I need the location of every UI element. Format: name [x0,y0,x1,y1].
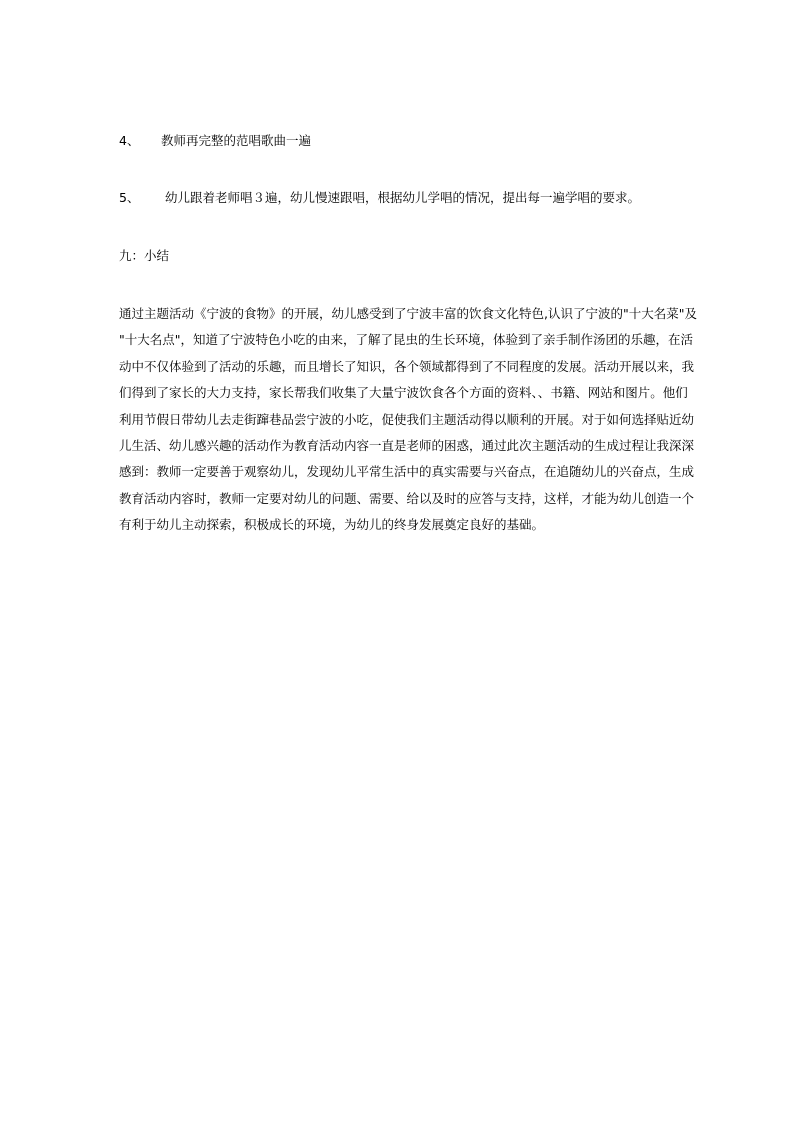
paragraph-line: 儿生活、幼儿感兴趣的活动作为教育活动内容一直是老师的困惑，通过此次主题活动的生成过程让我深深 [119,437,695,453]
list-item-text: 幼儿跟着老师唱３遍，幼儿慢速跟唱，根据幼儿学唱的情况，提出每一遍学唱的要求。 [165,190,641,205]
paragraph-line: 利用节假日带幼儿去走街蹿巷品尝宁波的小吃，促使我们主题活动得以顺利的开展。对于如何选择贴近幼 [119,411,695,427]
section-heading: 九：小结 [119,248,170,263]
list-item-text: 教师再完整的范唱歌曲一遍 [161,133,312,148]
paragraph-line: 有利于幼儿主动探索，积极成长的环境，为幼儿的终身发展奠定良好的基础。 [119,517,545,533]
list-item-number: 4、 [119,133,140,148]
paragraph-line: 教育活动内容时，教师一定要对幼儿的问题、需要、给以及时的应答与支持，这样，才能为幼儿创造一个 [119,490,695,506]
list-item-4 [119,133,311,149]
list-item-5 [119,190,640,206]
paragraph-line: "十大名点"，知道了宁波特色小吃的由来，了解了昆虫的生长环境，体验到了亲手制作汤团的乐趣，在活 [119,332,694,348]
paragraph-line: 们得到了家长的大力支持，家长帮我们收集了大量宁波饮食各个方面的资料、、书籍、网站和图片。他们 [119,385,688,401]
summary-paragraph [119,306,697,544]
list-item-number: 5、 [119,190,140,205]
paragraph-line: 动中不仅体验到了活动的乐趣，而且增长了知识，各个领域都得到了不同程度的发展。活动开展以来，我 [119,358,695,374]
paragraph-line: 通过主题活动《宁波的食物》的开展，幼儿感受到了宁波丰富的饮食文化特色,认识了宁波的"十大名菜"及 [119,306,697,321]
paragraph-line: 感到：教师一定要善于观察幼儿，发现幼儿平常生活中的真实需要与兴奋点，在追随幼儿的兴奋点，生成 [119,464,695,480]
